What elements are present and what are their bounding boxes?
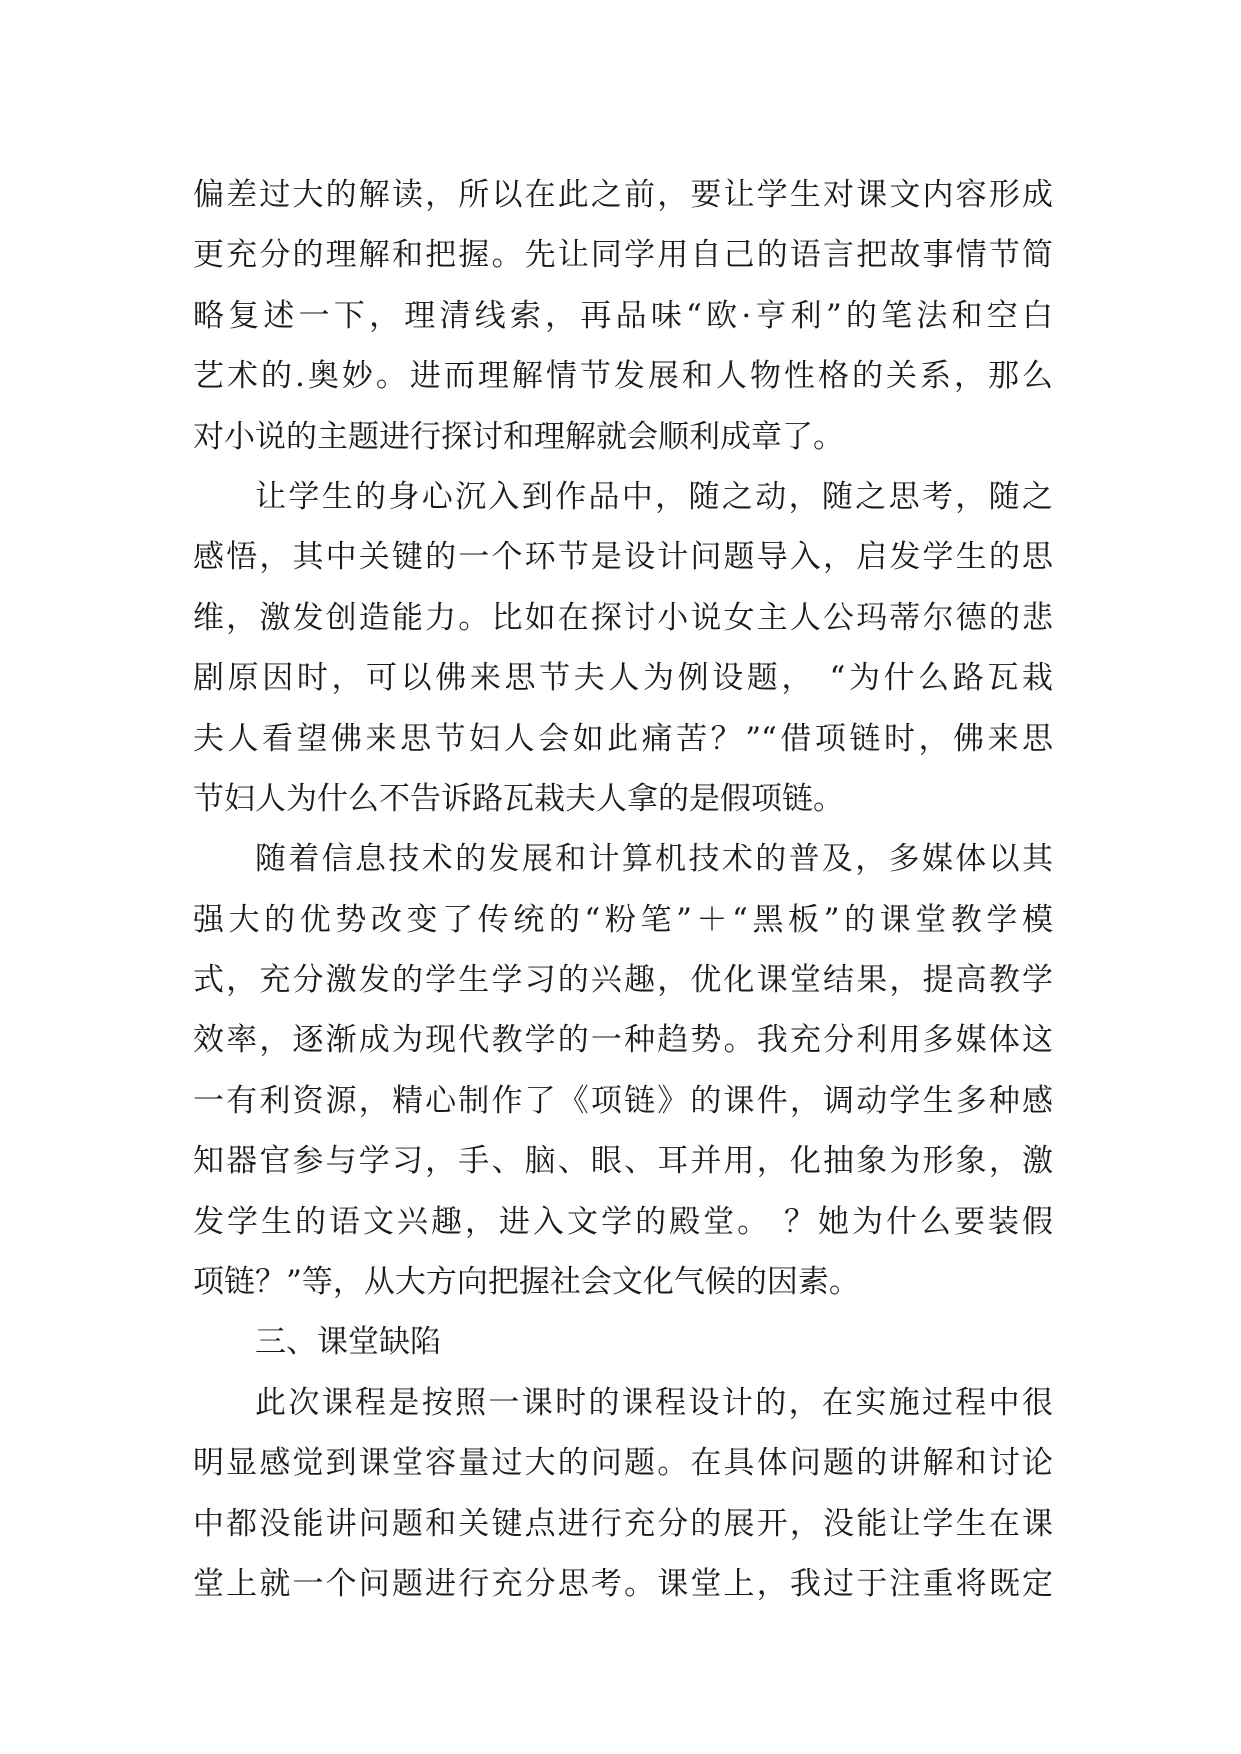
text-line-5: 对小说的主题进行探讨和理解就会顺利成章了。 [193, 418, 844, 455]
text-line-15: 效率，逐渐成为现代教学的一种趋势。我充分利用多媒体这 [193, 1022, 1053, 1059]
text-line-6: 让学生的身心沉入到作品中，随之动，随之思考，随之 [255, 478, 1053, 515]
text-line-18: 发学生的语文兴趣，进入文学的殿堂。 ？她为什么要装假 [193, 1203, 1053, 1240]
text-line-24: 堂上就一个问题进行充分思考。课堂上，我过于注重将既定 [193, 1565, 1053, 1602]
text-line-13: 强大的优势改变了传统的“粉笔”＋“黑板”的课堂教学模 [193, 901, 1053, 938]
text-line-2: 更充分的理解和把握。先让同学用自己的语言把故事情节简 [193, 237, 1053, 274]
section-heading: 三、课堂缺陷 [255, 1324, 441, 1361]
text-line-4: 艺术的.奥妙。进而理解情节发展和人物性格的关系，那么 [193, 358, 1053, 395]
text-line-14: 式，充分激发的学生学习的兴趣，优化课堂结果，提高教学 [193, 962, 1053, 999]
text-line-10: 夫人看望佛来思节妇人会如此痛苦？”“借项链时，佛来思 [193, 720, 1053, 757]
text-line-9: 剧原因时，可以佛来思节夫人为例设题， “为什么路瓦栽 [193, 660, 1053, 697]
text-line-21: 此次课程是按照一课时的课程设计的，在实施过程中很 [255, 1384, 1053, 1421]
text-line-16: 一有利资源，精心制作了《项链》的课件，调动学生多种感 [193, 1082, 1053, 1119]
text-line-3: 略复述一下，理清线索，再品味“欧·亨利”的笔法和空白 [193, 297, 1053, 334]
text-line-8: 维，激发创造能力。比如在探讨小说女主人公玛蒂尔德的悲 [193, 599, 1053, 636]
text-line-22: 明显感觉到课堂容量过大的问题。在具体问题的讲解和讨论 [193, 1445, 1053, 1482]
text-line-23: 中都没能讲问题和关键点进行充分的展开，没能让学生在课 [193, 1505, 1053, 1542]
text-line-17: 知器官参与学习，手、脑、眼、耳并用，化抽象为形象，激 [193, 1143, 1053, 1180]
text-line-11: 节妇人为什么不告诉路瓦栽夫人拿的是假项链。 [193, 780, 844, 817]
text-line-7: 感悟，其中关键的一个环节是设计问题导入，启发学生的思 [193, 539, 1053, 576]
text-line-1: 偏差过大的解读，所以在此之前，要让学生对课文内容形成 [193, 177, 1053, 213]
document-page [193, 165, 1053, 1614]
text-line-19: 项链？”等，从大方向把握社会文化气候的因素。 [193, 1264, 860, 1301]
text-line-12: 随着信息技术的发展和计算机技术的普及，多媒体以其 [255, 841, 1053, 878]
